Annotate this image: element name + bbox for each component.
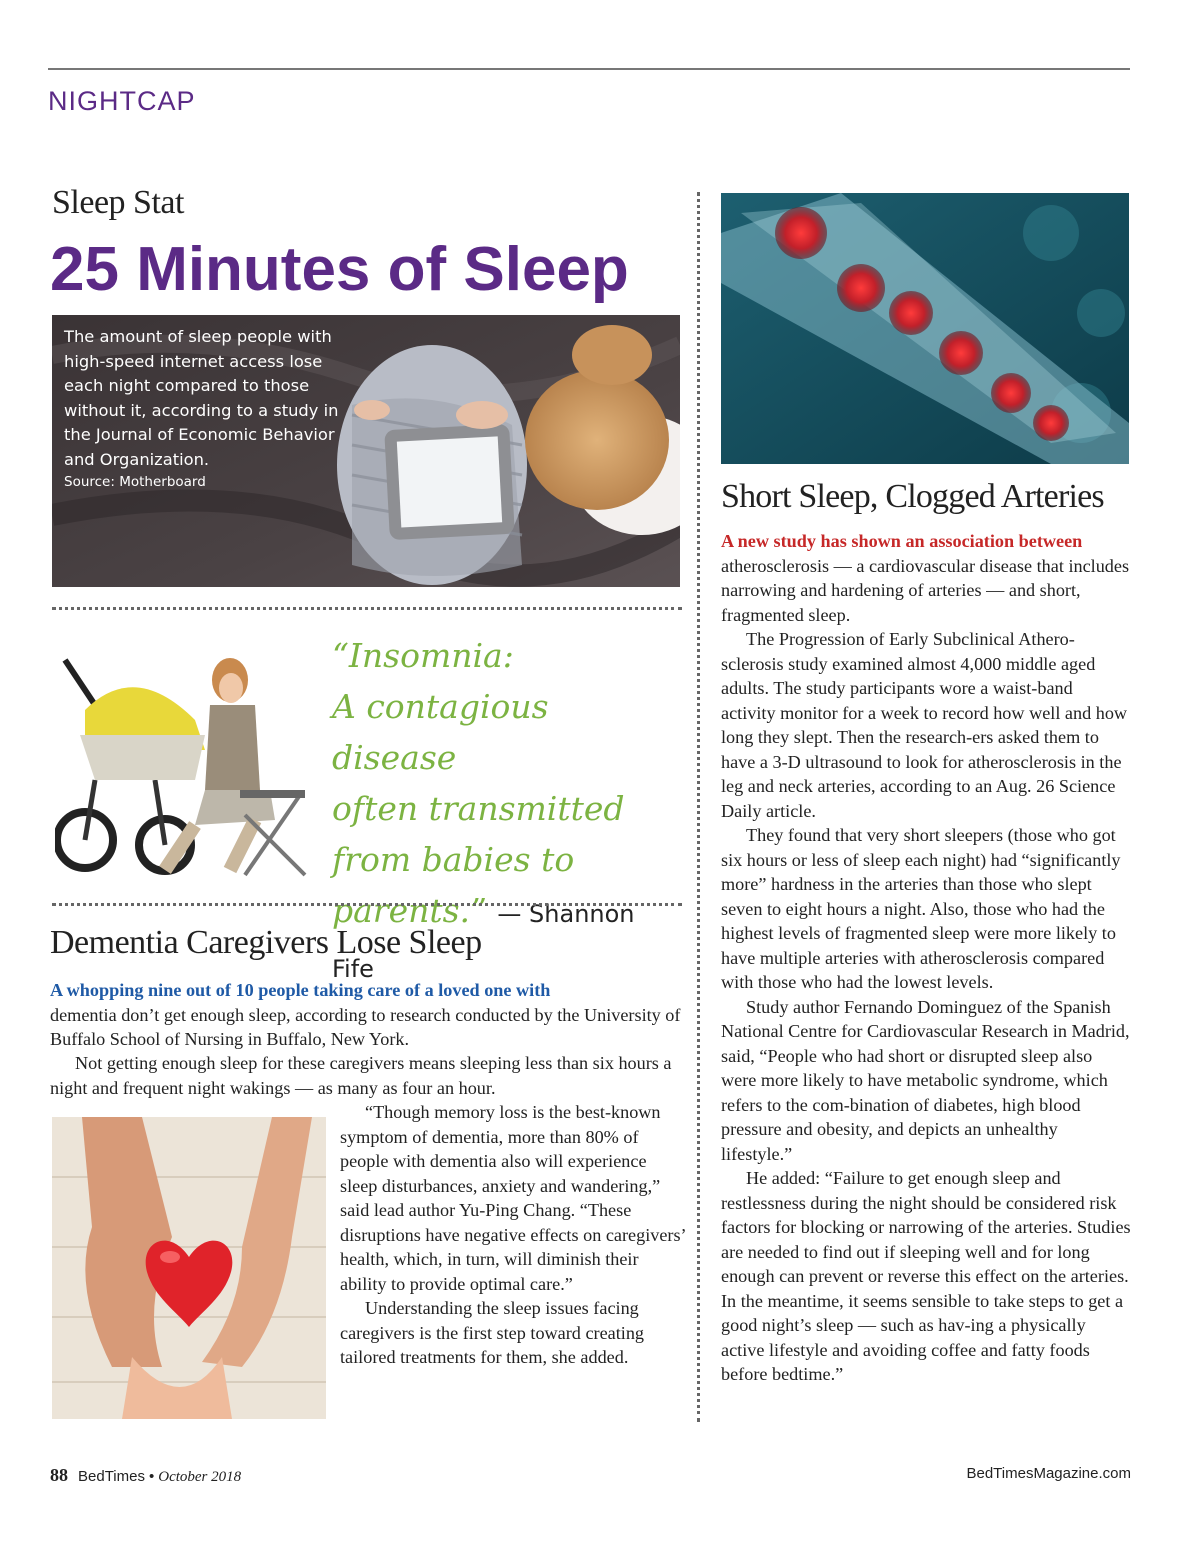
quote-attribution: — Shannon Fife xyxy=(332,900,635,983)
quote-line-4: from babies to xyxy=(332,840,575,879)
arteries-headline: Short Sleep, Clogged Arteries xyxy=(721,478,1104,515)
footer-folio xyxy=(50,1465,241,1486)
quote-line-2: A contagious disease xyxy=(332,687,549,777)
arteries-lead: A new study has shown an association between xyxy=(721,531,1083,551)
dementia-paragraph-1-rest: dementia don’t get enough sleep, according to research conducted by the University of Buffalo School of Nursing in Buffalo, New York. xyxy=(50,1004,681,1049)
quote-line-1: “Insomnia: xyxy=(332,636,514,675)
footer-date: October 2018 xyxy=(158,1469,242,1485)
dementia-paragraph-2: Not getting enough sleep for these caregivers means sleeping less than six hours a night and frequent night wakings — as many as four an hour. xyxy=(50,1053,672,1098)
photo-tired-mother-with-stroller xyxy=(55,640,315,880)
divider-dotted-2 xyxy=(52,903,682,906)
top-rule xyxy=(48,68,1130,70)
quote-line-3: often transmitted xyxy=(332,789,625,828)
dementia-paragraph-3: “Though memory loss is the best-known symptom of dementia, more than 80% of people with dementia also will experience sleep disturbances, anxiety and wandering,” said lead author Yu-Ping Chang. “These disruptions have negative effects on caregivers’ health, which, in turn, will diminish their ability to provide optimal care.” xyxy=(340,1102,686,1294)
arteries-paragraph-4: Study author Fernando Dominguez of the Spanish National Centre for Cardiovascular Research in Madrid, said, “People who had short or disrupted sleep also were more likely to have metabolic syndrome, which refers to the com-bination of diabetes, high blood pressure and obesity, and depicts an unhealthy lifestyle.” xyxy=(721,996,1130,1164)
sleep-stat-body: The amount of sleep people with high-speed internet access lose each night compared to those without it, according to a study in the Journal of Economic Behavior and Organization. xyxy=(64,327,339,469)
footer-magazine: BedTimes xyxy=(78,1468,145,1485)
arteries-paragraph-1-rest: atherosclerosis — a cardiovascular disease that includes narrowing and hardening of arteries — and short, fragmented sleep. xyxy=(721,555,1130,625)
footer-website: BedTimesMagazine.com xyxy=(966,1465,1131,1482)
arteries-paragraph-1 xyxy=(721,529,1131,627)
arteries-paragraph-3: They found that very short sleepers (those who got six hours or less of sleep each night) had “significantly more” hardness in the arteries than those who slept seven to eight hours a night. Also, those who had the highest levels of fragmented sleep were more likely to have multiple arteries with atherosclerosis compared with those who had the lowest levels. xyxy=(721,825,1121,992)
footer-bullet: • xyxy=(148,1468,155,1485)
column-divider xyxy=(697,192,700,1422)
quote-line-5: parents.” xyxy=(332,891,487,930)
page-number: 88 xyxy=(50,1465,68,1485)
dementia-paragraph-4: Understanding the sleep issues facing caregivers is the first step toward creating tailored treatments for them, she added. xyxy=(340,1298,645,1367)
arteries-paragraph-5: He added: “Failure to get enough sleep and restlessness during the night should be considered risk factors for blocking or narrowing of the arteries. Studies are needed to find out if sleeping well and for long enough can prevent or reverse this effect on the arteries. In the meantime, it seems sensible to take steps to get a good night’s sleep — such as hav-ing a physically active lifestyle and avoiding coffee and fatty foods before bedtime.” xyxy=(721,1168,1131,1384)
arteries-body xyxy=(721,529,1131,1387)
arteries-paragraph-2: The Progression of Early Subclinical Athero-sclerosis study examined almost 4,000 middle aged adults. The study participants wore a waist-band activity monitor for a week to record how well and how long they slept. Then the research-ers asked them to have a 3-D ultrasound to look for atherosclerosis in the leg and neck arteries, according to an Aug. 26 Science Daily article. xyxy=(721,629,1128,821)
sleep-stat-kicker: Sleep Stat xyxy=(52,184,184,221)
section-tag: NIGHTCAP xyxy=(48,86,196,116)
dementia-lead: A whopping nine out of 10 people taking care of a loved one with xyxy=(50,980,551,1000)
divider-dotted-1 xyxy=(52,607,682,610)
sleep-stat-headline: 25 Minutes of Sleep xyxy=(50,235,629,304)
dementia-column xyxy=(340,1100,686,1370)
sleep-stat-source: Source: Motherboard xyxy=(64,474,206,490)
dementia-paragraph-1 xyxy=(50,978,686,1052)
photo-artery-illustration xyxy=(721,193,1129,464)
photo-hands-holding-heart xyxy=(52,1117,326,1419)
dementia-headline: Dementia Caregivers Lose Sleep xyxy=(50,924,482,961)
